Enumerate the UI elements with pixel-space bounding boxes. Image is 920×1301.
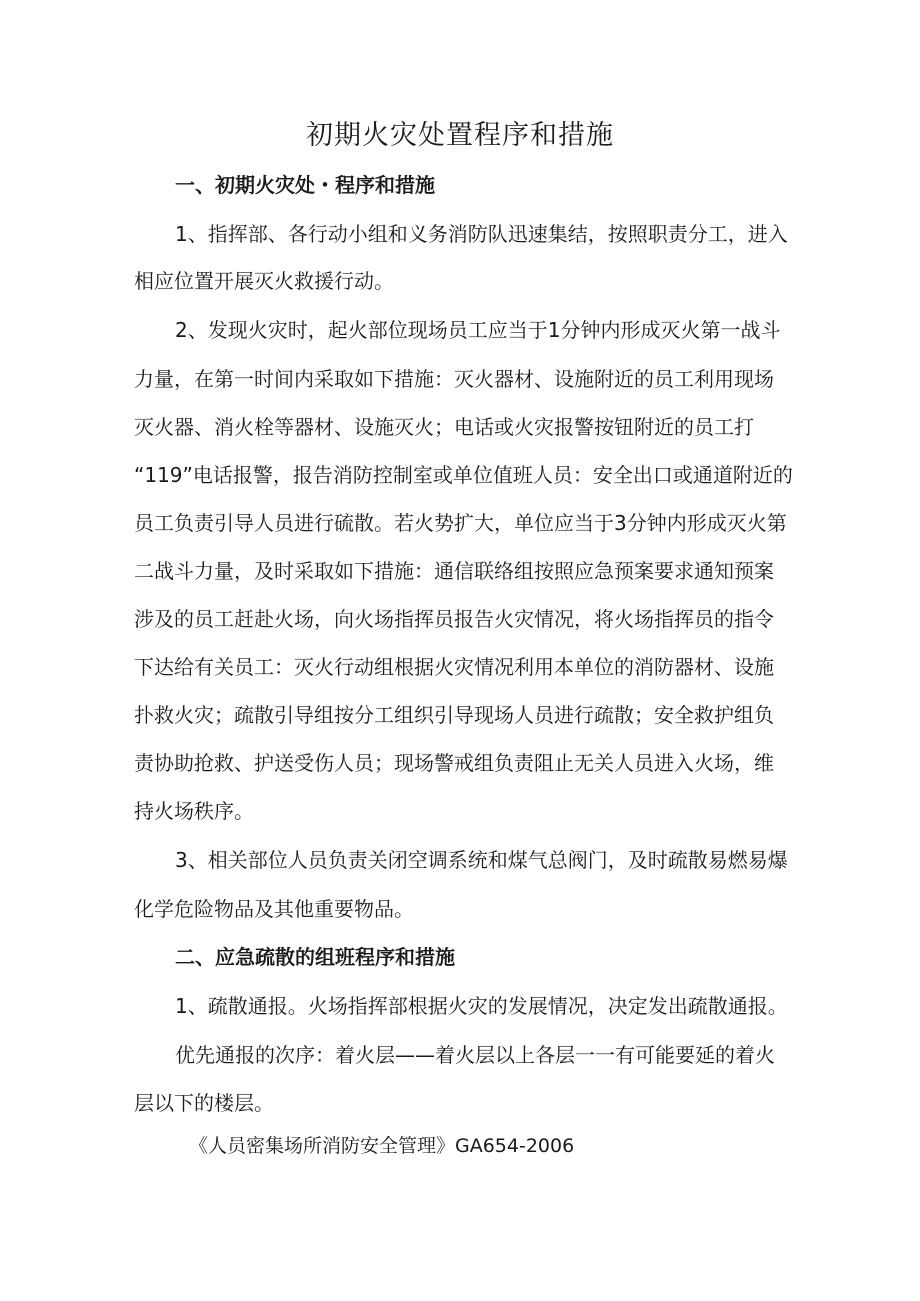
section-1-item-3-line-1: 3、相关部位人员负责关闭空调系统和煤气总阀门，及时疏散易燃易爆 [175,848,788,872]
section-1-item-2-line-1: 2、发现火灾时，起火部位现场员工应当于1分钟内形成灭火第一战斗 [175,318,781,342]
section-2-order-line-1: 优先通报的次序：着火层——着火层以上各层一一有可能要延的着火 [175,1043,775,1067]
reference-citation: 《人员密集场所消防安全管理》GA654-2006 [189,1135,575,1157]
section-1-item-2-line-3: 灭火器、消火栓等器材、设施灭火；电话或火灾报警按钮附近的员工打 [134,415,754,439]
section-1-item-3-line-2: 化学危险物品及其他重要物品。 [134,897,414,921]
page-title: 初期火灾处置程序和措施 [306,120,614,151]
section-1-item-2-line-11: 持火场秩序。 [134,799,254,823]
section-1-item-2-line-2: 力量，在第一时间内采取如下措施：灭火器材、设施附近的员工利用现场 [134,367,774,391]
section-1-heading: 一、初期火灾处・程序和措施 [175,173,435,197]
section-1-item-2-line-5: 员工负责引导人员进行硫散。若火势扩大，单位应当于3分钟内形成灭火第 [134,511,787,535]
section-1-item-2-line-6: 二战斗力量，及时采取如下措施：通信联络组按照应急预案要求通知预案 [134,559,774,583]
section-1-item-2-line-8: 下达给有关员工：灭火行动组根据火灾情况利用本单位的消防器材、设施 [134,655,774,679]
section-1-item-2-line-7: 涉及的员工赶赴火场，向火场指挥员报告火灾情况，将火场指挥员的指令 [134,607,774,631]
section-1-item-2-line-4: “119”电话报警，报告消防控制室或单位值班人员：安全出口或通道附近的 [134,463,793,487]
section-2-item-1: 1、疏散通报。火场指挥部根据火灾的发展情况，决定发出疏散通报。 [175,994,788,1018]
section-1-item-1-line-1: 1、指挥部、各行动小组和义务消防队迅速集结，按照职责分工，进入 [175,222,788,246]
section-1-item-1-line-2: 相应位置开展灭火救援行动。 [134,269,394,293]
section-1-item-2-line-10: 责协助抢救、护送受伤人员；现场警戒组负责阻止无关人员进入火场，维 [134,751,774,775]
section-2-order-line-2: 层以下的楼层。 [134,1091,274,1115]
section-1-item-2-line-9: 扑救火灾；疏散引导组按分工组织引导现场人员进行疏散；安全救护组负 [134,703,774,727]
section-2-heading: 二、应急疏散的组班程序和措施 [175,945,455,969]
